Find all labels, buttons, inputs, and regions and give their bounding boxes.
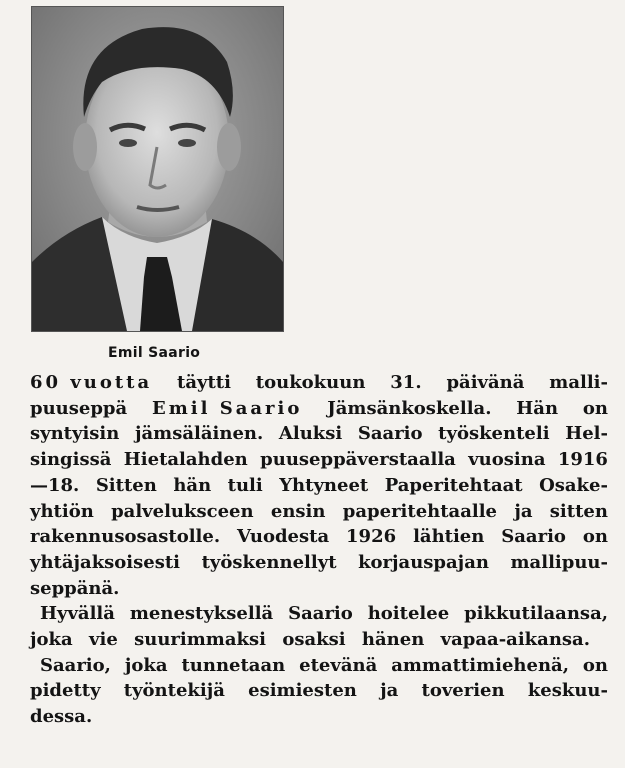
word: vapaa-aikansa.: [440, 629, 590, 651]
text-line: [30, 704, 608, 730]
text-line: [30, 499, 608, 525]
word: puuseppä: [30, 397, 128, 419]
word: 60 vuotta: [30, 372, 153, 393]
word: malli-: [549, 372, 608, 393]
word: Hyvällä: [40, 603, 115, 625]
text-line: [30, 370, 608, 396]
word: rakennusosastolle.: [30, 526, 221, 548]
word: Hel-: [565, 423, 608, 445]
word: toverien: [421, 680, 505, 702]
word: Sitten: [95, 474, 157, 496]
word: menestyksellä: [129, 603, 274, 625]
word: yhtäjaksoisesti: [30, 551, 181, 573]
word: tunnetaan: [181, 654, 286, 676]
word: paperitehtaalle: [342, 500, 498, 522]
word: työntekijä: [123, 680, 225, 702]
word: suurimmaksi: [134, 629, 266, 651]
word: hänen: [361, 629, 425, 651]
word: keskuu-: [527, 680, 608, 702]
word: hän: [173, 474, 212, 496]
text-line: [30, 396, 608, 422]
word: vuosina: [468, 449, 546, 471]
word: 1926: [346, 526, 397, 548]
word: Saario,: [40, 654, 111, 676]
word: seppänä.: [30, 577, 120, 599]
text-line: [30, 678, 608, 704]
word: Aluksi: [278, 423, 343, 445]
word: täytti: [177, 372, 231, 393]
text-line: [30, 524, 608, 550]
word: jämsäläinen.: [135, 423, 264, 445]
word: Vuodesta: [237, 526, 330, 548]
word: joka: [30, 629, 73, 651]
word: pikkutilaansa,: [464, 603, 608, 625]
word: dessa.: [30, 706, 93, 728]
word: työskenteli: [438, 423, 550, 445]
text-line: [30, 550, 608, 576]
word: 31.: [390, 372, 422, 393]
word: hoitelee: [367, 603, 450, 625]
word: 1916: [557, 449, 608, 471]
word: Paperitehtaat: [384, 474, 523, 496]
word: toukokuun: [255, 372, 366, 393]
word: Hietalahden: [123, 449, 248, 471]
word: palveluksceen: [111, 500, 254, 522]
word: ammattimiehenä,: [391, 654, 569, 676]
word: singissä: [30, 449, 112, 471]
word: Hän: [516, 397, 559, 419]
word: etevänä: [299, 654, 378, 676]
text-line: [30, 601, 608, 627]
word: ensin: [270, 500, 326, 522]
text-line: [30, 473, 608, 499]
text-line: [30, 627, 608, 653]
word: vie: [89, 629, 118, 651]
word: ja: [514, 500, 533, 522]
text-line: [30, 576, 608, 602]
word: osaksi: [282, 629, 346, 651]
text-line: [30, 653, 608, 679]
word: pidetty: [30, 680, 101, 702]
word: Yhtyneet: [279, 474, 369, 496]
word: yhtiön: [30, 500, 94, 522]
text-line: [30, 421, 608, 447]
portrait-photo: [31, 6, 284, 332]
word: ja: [380, 680, 399, 702]
word: puuseppäverstaalla: [260, 449, 456, 471]
word: Emil Saario: [152, 397, 303, 419]
word: on: [582, 397, 608, 419]
word: Saario: [501, 526, 566, 548]
word: —18.: [30, 474, 80, 496]
word: Saario: [288, 603, 353, 625]
word: päivänä: [446, 372, 525, 393]
word: Jämsänkoskella.: [327, 397, 492, 419]
word: Osake-: [539, 474, 608, 496]
word: tuli: [227, 474, 263, 496]
word: korjauspajan: [358, 551, 489, 573]
word: esimiesten: [248, 680, 357, 702]
word: on: [582, 526, 608, 548]
word: Saario: [357, 423, 423, 445]
word: työskennellyt: [201, 551, 337, 573]
photo-caption: Emil Saario: [108, 345, 201, 361]
word: on: [582, 654, 608, 676]
word: joka: [124, 654, 168, 676]
text-line: [30, 447, 608, 473]
article-body: [30, 370, 608, 730]
word: syntyisin: [30, 423, 120, 445]
word: sitten: [549, 500, 608, 522]
word: lähtien: [413, 526, 485, 548]
word: mallipuu-: [510, 551, 608, 573]
